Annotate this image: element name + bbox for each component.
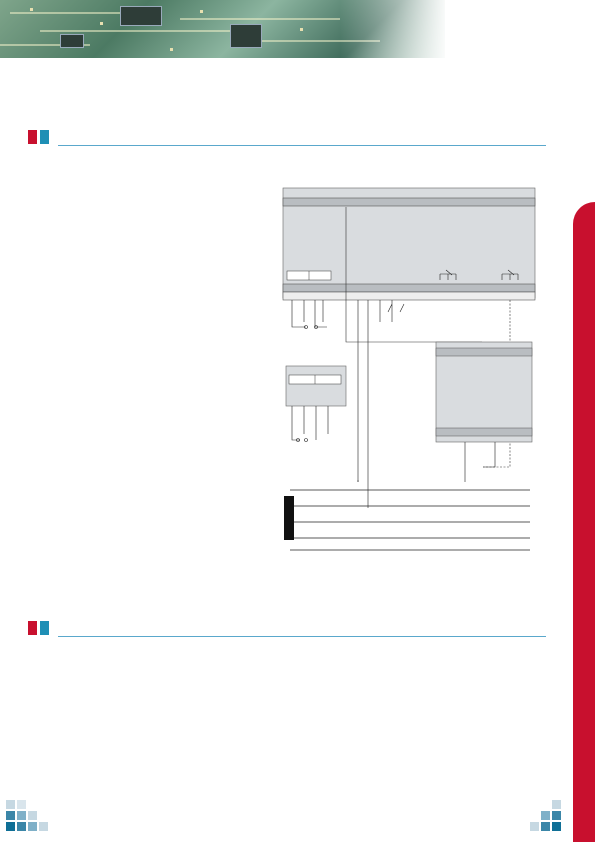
deco-square — [28, 811, 37, 820]
side-tab — [573, 202, 595, 842]
section-rule — [58, 145, 546, 146]
deco-square — [552, 811, 561, 820]
section2-rule — [58, 636, 546, 637]
wiring-diagram — [270, 182, 550, 560]
deco-square — [17, 811, 26, 820]
deco-square — [39, 822, 48, 831]
section2-marker-red — [28, 621, 37, 635]
section2-marker-blue — [40, 621, 49, 635]
deco-square — [6, 811, 15, 820]
deco-square — [541, 822, 550, 831]
deco-square — [6, 800, 15, 809]
header-banner-image — [0, 0, 445, 58]
deco-square — [17, 822, 26, 831]
deco-square — [6, 822, 15, 831]
deco-square — [552, 800, 561, 809]
section-marker-blue — [40, 130, 49, 144]
deco-square — [552, 822, 561, 831]
earth-block — [284, 496, 294, 540]
deco-square — [17, 800, 26, 809]
deco-square — [530, 822, 539, 831]
section-marker-red — [28, 130, 37, 144]
deco-square — [28, 822, 37, 831]
deco-square — [541, 811, 550, 820]
